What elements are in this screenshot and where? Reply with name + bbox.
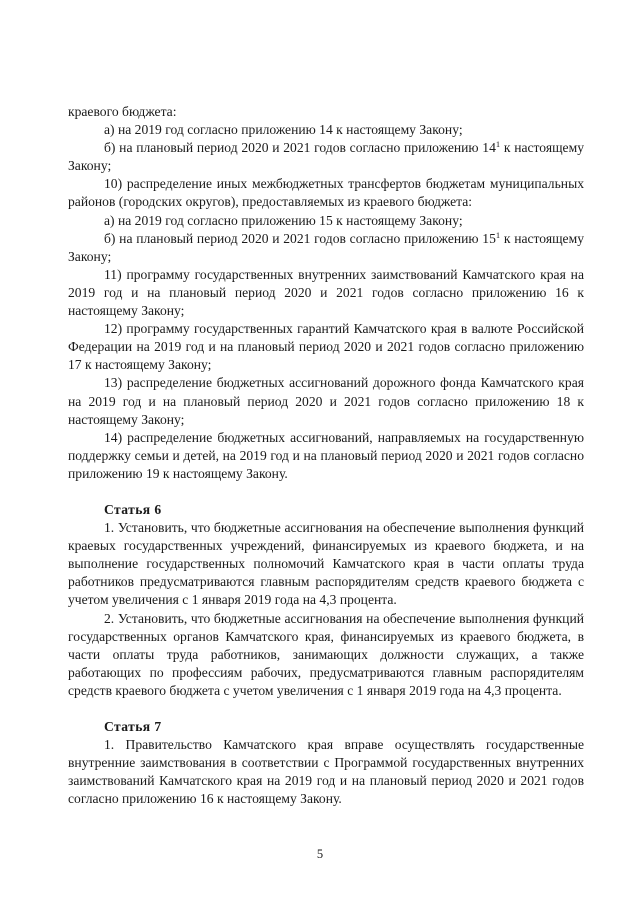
article-6-heading: Статья 6 [104,501,162,517]
list-item-text: б) на плановый период 2020 и 2021 годов согласно приложению 15 [104,230,496,246]
document-body [68,103,584,808]
list-item-12: 12) программу государственных гарантий Камчатского края в валюте Российской Федерации на 2019 год и на плановый период 2020 и 2021 годов согласно приложению 17 к настоящему Закону; [68,321,584,373]
list-item-a-14: а) на 2019 год согласно приложению 14 к настоящему Закону; [104,122,463,138]
article-6-paragraph-2: 2. Установить, что бюджетные ассигнования на обеспечение выполнения функций государственных органов Камчатского края, финансируемых из краевого бюджета, в части оплаты труда работников, занимающих должности служащих, а также работающих по профессиям рабочих, предусматриваются главным распорядителям средств краевого бюджета с учетом увеличения с 1 января 2019 года на 4,3 процента. [68,610,584,698]
list-item-10: 10) распределение иных межбюджетных трансфертов бюджетам муниципальных районов (городских округов), предоставляемых из краевого бюджета: [68,176,584,210]
article-7-paragraph-1: 1. Правительство Камчатского края вправе осуществлять государственные внутренние заимствования в соответствии с Программой государственных внутренних заимствований Камчатского края на 2019 год и на плановый период 2020 и 2021 годов согласно приложению 16 к настоящему Закону. [68,737,584,807]
text-line: краевого бюджета: [68,104,177,119]
list-item-11: 11) программу государственных внутренних заимствований Камчатского края на 2019 год и на плановый период 2020 и 2021 годов согласно приложению 16 к настоящему Закону; [68,266,584,319]
list-item-b-15-1 [68,230,584,266]
article-7-heading: Статья 7 [104,719,162,734]
list-item-text: к настоящему Закону; [68,230,584,264]
list-item-14: 14) распределение бюджетных ассигнований, направляемых на государственную поддержку семьи и детей, на 2019 год и на плановый период 2020 и 2021 годов согласно приложению 19 к настоящему Закону. [68,429,584,481]
list-item-13: 13) распределение бюджетных ассигнований дорожного фонда Камчатского края на 2019 год и на плановый период 2020 и 2021 годов согласно приложению 18 к настоящему Закону; [68,375,584,427]
list-item-a-15: а) на 2019 год согласно приложению 15 к настоящему Закону; [104,212,463,228]
page-number: 5 [316,847,324,861]
superscript: 1 [495,229,501,240]
list-item-text: б) на плановый период 2020 и 2021 годов согласно приложению 14 [104,140,496,156]
list-item-text: к настоящему Закону; [68,140,584,174]
article-6-paragraph-1: 1. Установить, что бюджетные ассигнования на обеспечение выполнения функций краевых государственных учреждений, финансируемых из краевого бюджета, и на выполнение государственных полномочий Камчатского края в части оплаты труда работников предусматриваются главным распорядителям средств краевого бюджета с учетом увеличения с 1 января 2019 года на 4,3 процента. [68,520,584,608]
list-item-b-14-1 [68,139,584,175]
superscript: 1 [495,139,501,150]
